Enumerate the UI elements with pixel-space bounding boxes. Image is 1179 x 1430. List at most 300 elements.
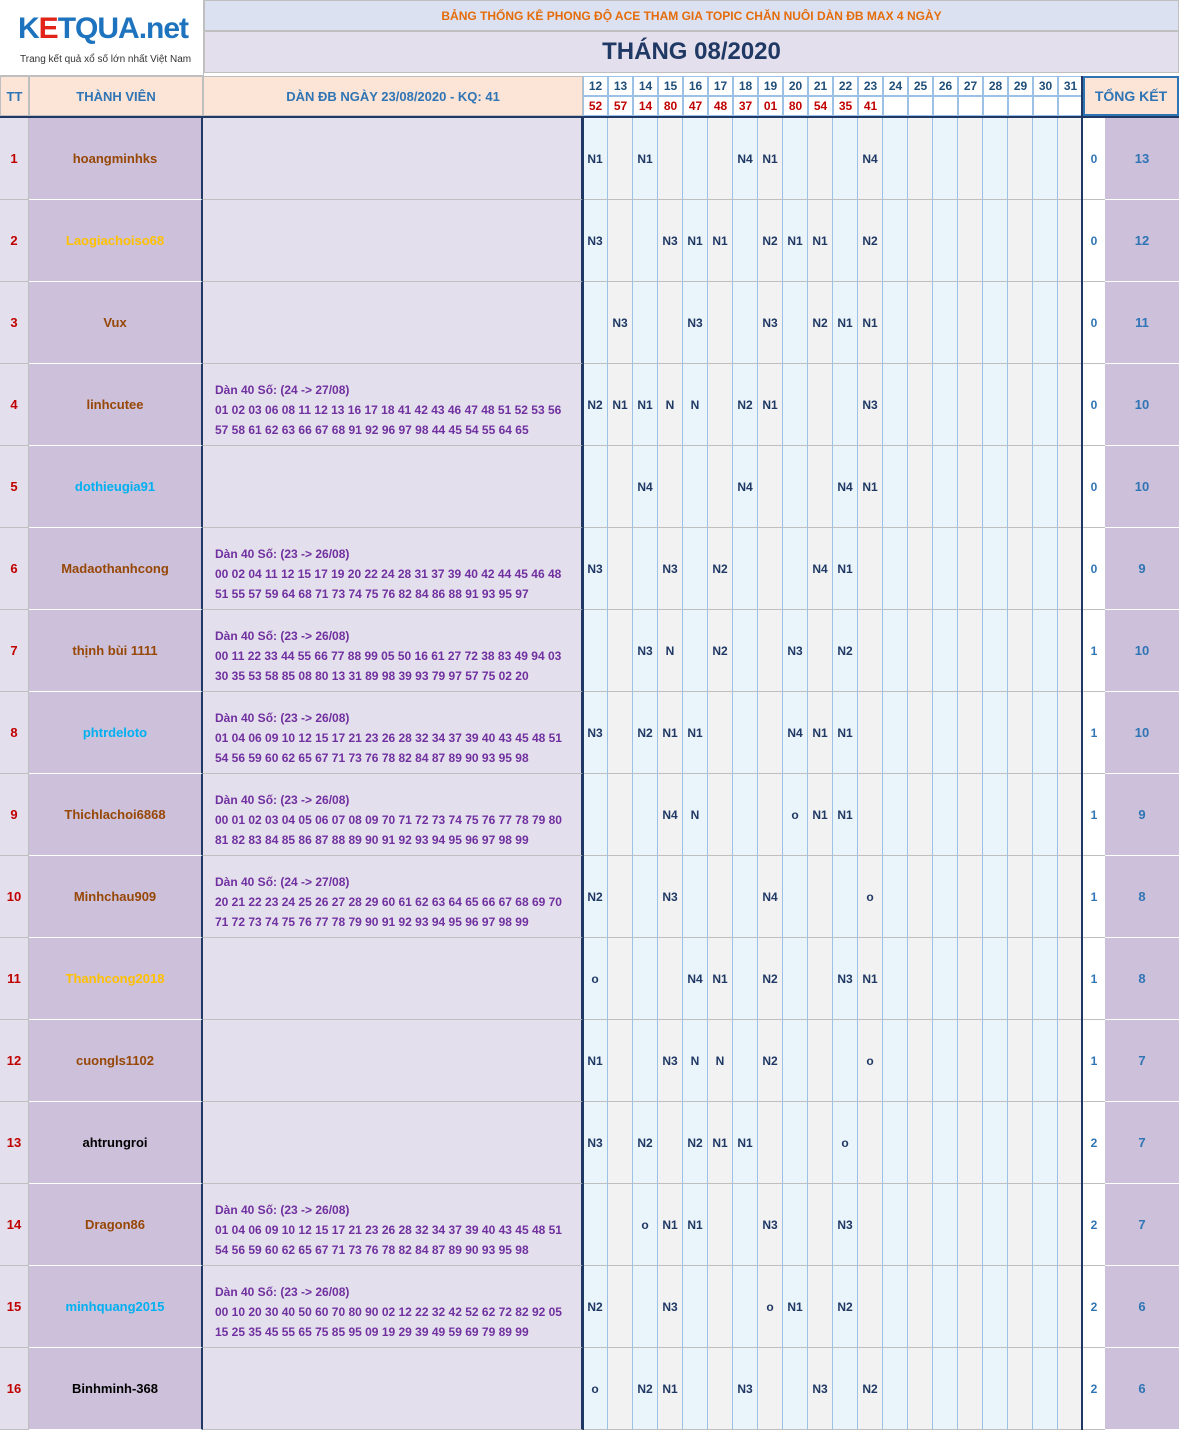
result-cell: [683, 118, 708, 200]
row-number: 15: [0, 1266, 29, 1348]
result-cell: [1058, 364, 1083, 446]
member-name[interactable]: Laogiachoiso68: [29, 200, 203, 282]
day-result: 14: [633, 96, 658, 116]
dan-line: 57 58 61 62 63 66 67 68 91 92 96 97 98 44 45 54 55 64 65: [215, 423, 529, 437]
summary-miss: 1: [1083, 610, 1105, 692]
result-cell: [933, 856, 958, 938]
row-number: 1: [0, 118, 29, 200]
result-cell: N2: [758, 938, 783, 1020]
result-cell: N1: [683, 1184, 708, 1266]
result-cell: N1: [683, 200, 708, 282]
result-cell: [808, 1102, 833, 1184]
summary-miss: 2: [1083, 1102, 1105, 1184]
member-name[interactable]: thịnh bùi 1111: [29, 610, 203, 692]
result-cell: [1058, 1266, 1083, 1348]
day-result: [1058, 96, 1083, 116]
result-cell: [958, 938, 983, 1020]
result-cell: [808, 1184, 833, 1266]
result-cell: N1: [683, 692, 708, 774]
result-cell: N2: [833, 610, 858, 692]
result-cell: [908, 692, 933, 774]
member-name[interactable]: Madaothanhcong: [29, 528, 203, 610]
result-cell: [908, 282, 933, 364]
result-cell: [583, 446, 608, 528]
grid-divider: [583, 116, 584, 1430]
member-name[interactable]: phtrdeloto: [29, 692, 203, 774]
result-cell: [733, 528, 758, 610]
result-cell: [783, 1102, 808, 1184]
result-cell: [758, 1348, 783, 1430]
result-cell: [1058, 1020, 1083, 1102]
logo-tagline: Trang kết quả xổ số lớn nhất Việt Nam: [20, 54, 192, 65]
result-cell: N1: [833, 282, 858, 364]
result-cell: [1033, 1266, 1058, 1348]
logo-suffix: .net: [138, 12, 189, 45]
dan-numbers: [203, 446, 583, 528]
day-header: 31: [1058, 76, 1083, 96]
summary-total: 6: [1105, 1348, 1179, 1430]
day-result: [933, 96, 958, 116]
result-cell: [608, 528, 633, 610]
row-number: 10: [0, 856, 29, 938]
result-cell: [933, 938, 958, 1020]
result-cell: [1008, 364, 1033, 446]
result-cell: [858, 1102, 883, 1184]
logo-letter: K: [18, 12, 39, 45]
result-cell: [758, 528, 783, 610]
result-cell: [758, 774, 783, 856]
result-cell: [883, 446, 908, 528]
result-cell: [633, 528, 658, 610]
dan-line: 30 35 53 58 85 08 80 13 31 89 98 39 93 79 97 57 75 02 20: [215, 669, 529, 683]
summary-total: 10: [1105, 446, 1179, 528]
result-cell: N1: [808, 200, 833, 282]
day-result: 41: [858, 96, 883, 116]
result-cell: [633, 938, 658, 1020]
day-header: 30: [1033, 76, 1058, 96]
row-number: 6: [0, 528, 29, 610]
summary-miss: 0: [1083, 528, 1105, 610]
dan-line: 00 11 22 33 44 55 66 77 88 99 05 50 16 61 27 72 38 83 49 94 03: [215, 649, 562, 663]
result-cell: [808, 856, 833, 938]
result-cell: [633, 856, 658, 938]
result-cell: [658, 282, 683, 364]
result-cell: [733, 610, 758, 692]
row-number: 2: [0, 200, 29, 282]
result-cell: [933, 1184, 958, 1266]
dan-numbers: [203, 938, 583, 1020]
dan-numbers: [203, 774, 583, 856]
result-cell: [983, 938, 1008, 1020]
result-cell: [1008, 1184, 1033, 1266]
result-cell: N1: [808, 692, 833, 774]
result-cell: N2: [858, 1348, 883, 1430]
member-name[interactable]: Thichlachoi6868: [29, 774, 203, 856]
dan-line: Dàn 40 Số: (23 -> 26/08): [215, 629, 350, 643]
summary-total: 13: [1105, 118, 1179, 200]
result-cell: [758, 692, 783, 774]
result-cell: [1008, 446, 1033, 528]
dan-numbers: [203, 692, 583, 774]
summary-total: 7: [1105, 1102, 1179, 1184]
dan-numbers: [203, 610, 583, 692]
result-cell: [983, 1020, 1008, 1102]
day-result: 52: [583, 96, 608, 116]
result-cell: [683, 446, 708, 528]
summary-miss: 1: [1083, 692, 1105, 774]
result-cell: [733, 856, 758, 938]
result-cell: [958, 692, 983, 774]
result-cell: [608, 938, 633, 1020]
result-cell: N3: [808, 1348, 833, 1430]
result-cell: [783, 1184, 808, 1266]
result-cell: [1008, 856, 1033, 938]
member-name[interactable]: Minhchau909: [29, 856, 203, 938]
result-cell: [933, 610, 958, 692]
result-cell: N1: [858, 938, 883, 1020]
result-cell: o: [858, 1020, 883, 1102]
result-cell: [933, 1102, 958, 1184]
result-cell: [958, 364, 983, 446]
result-cell: N3: [658, 1266, 683, 1348]
day-header: 17: [708, 76, 733, 96]
result-cell: [858, 1266, 883, 1348]
result-cell: [1033, 364, 1058, 446]
summary-total: 6: [1105, 1266, 1179, 1348]
result-cell: N2: [633, 1102, 658, 1184]
dan-numbers: [203, 1266, 583, 1348]
result-cell: [958, 774, 983, 856]
result-cell: [933, 1266, 958, 1348]
result-cell: N3: [758, 282, 783, 364]
result-cell: [958, 1020, 983, 1102]
result-cell: [883, 610, 908, 692]
dan-line: 20 21 22 23 24 25 26 27 28 29 60 61 62 63 64 65 66 67 68 69 70: [215, 895, 562, 909]
result-cell: [608, 1184, 633, 1266]
member-name[interactable]: hoangminhks: [29, 118, 203, 200]
result-cell: [583, 774, 608, 856]
result-cell: [833, 1020, 858, 1102]
day-result: [958, 96, 983, 116]
result-cell: N3: [833, 938, 858, 1020]
dan-line: 15 25 35 45 55 65 75 85 95 09 19 29 39 49 59 69 79 89 99: [215, 1325, 529, 1339]
result-cell: [983, 118, 1008, 200]
summary-miss: 1: [1083, 1020, 1105, 1102]
result-cell: [883, 282, 908, 364]
result-cell: [1033, 200, 1058, 282]
month-title: THÁNG 08/2020: [204, 31, 1179, 73]
day-result: [983, 96, 1008, 116]
result-cell: [908, 856, 933, 938]
result-cell: [883, 1184, 908, 1266]
result-cell: [1058, 528, 1083, 610]
day-result: 01: [758, 96, 783, 116]
result-cell: [1058, 692, 1083, 774]
result-cell: [983, 856, 1008, 938]
dan-line: 01 02 03 06 08 11 12 13 16 17 18 41 42 43 46 47 48 51 52 53 56: [215, 403, 562, 417]
result-cell: [1033, 856, 1058, 938]
header-member: THÀNH VIÊN: [29, 76, 203, 116]
day-result: [883, 96, 908, 116]
result-cell: [708, 774, 733, 856]
result-cell: N4: [733, 118, 758, 200]
member-name[interactable]: Binhminh-368: [29, 1348, 203, 1430]
result-cell: N3: [633, 610, 658, 692]
summary-total: 11: [1105, 282, 1179, 364]
result-cell: N2: [583, 1266, 608, 1348]
result-cell: N1: [808, 774, 833, 856]
result-cell: N2: [758, 200, 783, 282]
member-name[interactable]: ahtrungroi: [29, 1102, 203, 1184]
result-cell: N: [683, 1020, 708, 1102]
result-cell: [1008, 282, 1033, 364]
summary-total: 8: [1105, 938, 1179, 1020]
dan-line: 00 02 04 11 12 15 17 19 20 22 24 28 31 37 39 40 42 44 45 46 48: [215, 567, 562, 581]
result-cell: N1: [758, 364, 783, 446]
dan-line: Dàn 40 Số: (24 -> 27/08): [215, 875, 350, 889]
dan-line: Dàn 40 Số: (23 -> 26/08): [215, 547, 350, 561]
day-header: 27: [958, 76, 983, 96]
result-cell: [958, 1266, 983, 1348]
row-number: 3: [0, 282, 29, 364]
result-cell: [958, 1102, 983, 1184]
row-number: 11: [0, 938, 29, 1020]
member-name[interactable]: linhcutee: [29, 364, 203, 446]
result-cell: N1: [658, 1184, 683, 1266]
day-header: 14: [633, 76, 658, 96]
result-cell: [583, 1184, 608, 1266]
result-cell: [908, 528, 933, 610]
result-cell: [708, 118, 733, 200]
result-cell: [1033, 446, 1058, 528]
result-cell: N3: [658, 528, 683, 610]
result-cell: [833, 364, 858, 446]
result-cell: [783, 118, 808, 200]
result-cell: N3: [583, 1102, 608, 1184]
result-cell: [908, 938, 933, 1020]
summary-miss: 0: [1083, 446, 1105, 528]
dan-numbers: [203, 1020, 583, 1102]
result-cell: [1058, 1184, 1083, 1266]
dan-numbers: [203, 1102, 583, 1184]
row-number: 7: [0, 610, 29, 692]
result-cell: N2: [583, 856, 608, 938]
dan-line: 01 04 06 09 10 12 15 17 21 23 26 28 32 34 37 39 40 43 45 48 51: [215, 1223, 562, 1237]
result-cell: [733, 774, 758, 856]
result-cell: [608, 1020, 633, 1102]
day-result: 54: [808, 96, 833, 116]
result-cell: [833, 856, 858, 938]
result-cell: [1033, 1184, 1058, 1266]
result-cell: [1008, 610, 1033, 692]
member-name[interactable]: minhquang2015: [29, 1266, 203, 1348]
summary-total: 10: [1105, 364, 1179, 446]
day-header: 18: [733, 76, 758, 96]
result-cell: [633, 774, 658, 856]
result-cell: [933, 118, 958, 200]
result-cell: [958, 1348, 983, 1430]
result-cell: [783, 856, 808, 938]
result-cell: [783, 282, 808, 364]
result-cell: [783, 938, 808, 1020]
day-header: 16: [683, 76, 708, 96]
result-cell: [983, 1184, 1008, 1266]
day-result: 47: [683, 96, 708, 116]
result-cell: [608, 610, 633, 692]
result-cell: N1: [858, 282, 883, 364]
result-cell: N: [708, 1020, 733, 1102]
summary-miss: 2: [1083, 1266, 1105, 1348]
member-name[interactable]: Thanhcong2018: [29, 938, 203, 1020]
result-cell: [658, 446, 683, 528]
result-cell: o: [758, 1266, 783, 1348]
result-cell: [733, 1184, 758, 1266]
summary-miss: 0: [1083, 364, 1105, 446]
summary-total: 10: [1105, 692, 1179, 774]
result-cell: [608, 692, 633, 774]
result-cell: N1: [758, 118, 783, 200]
result-cell: [908, 1020, 933, 1102]
result-cell: N1: [783, 1266, 808, 1348]
result-cell: N2: [733, 364, 758, 446]
result-cell: [908, 364, 933, 446]
result-cell: N3: [683, 282, 708, 364]
result-cell: [1058, 1348, 1083, 1430]
result-cell: [1008, 938, 1033, 1020]
result-cell: [883, 200, 908, 282]
member-name[interactable]: cuongls1102: [29, 1020, 203, 1102]
result-cell: o: [583, 938, 608, 1020]
result-cell: [708, 364, 733, 446]
result-cell: [933, 1348, 958, 1430]
result-cell: [633, 1266, 658, 1348]
result-cell: [983, 1102, 1008, 1184]
row-number: 9: [0, 774, 29, 856]
result-cell: [908, 1102, 933, 1184]
result-cell: [908, 774, 933, 856]
result-cell: N1: [833, 528, 858, 610]
result-cell: [733, 938, 758, 1020]
result-cell: [758, 1102, 783, 1184]
day-header: 24: [883, 76, 908, 96]
result-cell: [683, 1348, 708, 1430]
member-name[interactable]: dothieugia91: [29, 446, 203, 528]
result-cell: N1: [783, 200, 808, 282]
result-cell: [983, 1348, 1008, 1430]
dan-line: Dàn 40 Số: (24 -> 27/08): [215, 383, 350, 397]
result-cell: N3: [658, 200, 683, 282]
result-cell: [958, 610, 983, 692]
result-cell: N3: [758, 1184, 783, 1266]
day-result: 35: [833, 96, 858, 116]
result-cell: [933, 282, 958, 364]
result-cell: [883, 1102, 908, 1184]
result-cell: N: [683, 774, 708, 856]
result-cell: [1033, 118, 1058, 200]
result-cell: N3: [833, 1184, 858, 1266]
result-cell: N4: [683, 938, 708, 1020]
result-cell: [958, 446, 983, 528]
dan-line: Dàn 40 Số: (23 -> 26/08): [215, 1203, 350, 1217]
day-header: 29: [1008, 76, 1033, 96]
result-cell: N3: [608, 282, 633, 364]
logo-wordmark: [18, 12, 188, 46]
ketqua-logo[interactable]: [0, 0, 204, 76]
dan-numbers: [203, 1184, 583, 1266]
row-number: 12: [0, 1020, 29, 1102]
result-cell: N2: [858, 200, 883, 282]
result-cell: [1033, 282, 1058, 364]
result-cell: o: [833, 1102, 858, 1184]
day-header: 23: [858, 76, 883, 96]
result-cell: [608, 446, 633, 528]
day-header: 28: [983, 76, 1008, 96]
result-cell: N4: [783, 692, 808, 774]
result-cell: N4: [758, 856, 783, 938]
result-cell: N4: [633, 446, 658, 528]
result-cell: [1033, 528, 1058, 610]
header-dan: DÀN ĐB NGÀY 23/08/2020 - KQ: 41: [203, 76, 583, 116]
logo-letter: E: [38, 12, 58, 45]
result-cell: [683, 528, 708, 610]
summary-miss: 0: [1083, 282, 1105, 364]
dan-numbers: [203, 528, 583, 610]
result-cell: [883, 528, 908, 610]
result-cell: [608, 774, 633, 856]
result-cell: [883, 938, 908, 1020]
result-cell: [1058, 856, 1083, 938]
result-cell: N2: [633, 692, 658, 774]
day-header: 13: [608, 76, 633, 96]
result-cell: [958, 282, 983, 364]
result-cell: [883, 1266, 908, 1348]
result-cell: o: [783, 774, 808, 856]
result-cell: [708, 1266, 733, 1348]
header-tt: TT: [0, 76, 29, 116]
result-cell: [933, 692, 958, 774]
member-name[interactable]: Vux: [29, 282, 203, 364]
day-result: 37: [733, 96, 758, 116]
result-cell: [1058, 610, 1083, 692]
day-result: 80: [658, 96, 683, 116]
result-cell: N2: [758, 1020, 783, 1102]
result-cell: N2: [683, 1102, 708, 1184]
result-cell: [608, 1348, 633, 1430]
result-cell: [808, 1266, 833, 1348]
result-cell: [933, 528, 958, 610]
result-cell: [708, 1184, 733, 1266]
result-cell: [1008, 1348, 1033, 1430]
result-cell: [908, 118, 933, 200]
dan-line: Dàn 40 Số: (23 -> 26/08): [215, 1285, 350, 1299]
result-cell: [883, 774, 908, 856]
result-cell: [1008, 200, 1033, 282]
result-cell: [808, 610, 833, 692]
result-cell: [608, 1266, 633, 1348]
row-number: 4: [0, 364, 29, 446]
result-cell: [833, 200, 858, 282]
result-cell: N: [658, 364, 683, 446]
dan-line: 00 10 20 30 40 50 60 70 80 90 02 12 22 32 42 52 62 72 82 92 05: [215, 1305, 562, 1319]
result-cell: N1: [583, 1020, 608, 1102]
result-cell: N4: [833, 446, 858, 528]
result-cell: [1008, 1266, 1033, 1348]
member-name[interactable]: Dragon86: [29, 1184, 203, 1266]
result-cell: [633, 200, 658, 282]
result-cell: [758, 610, 783, 692]
result-cell: [733, 1266, 758, 1348]
result-cell: [833, 1348, 858, 1430]
